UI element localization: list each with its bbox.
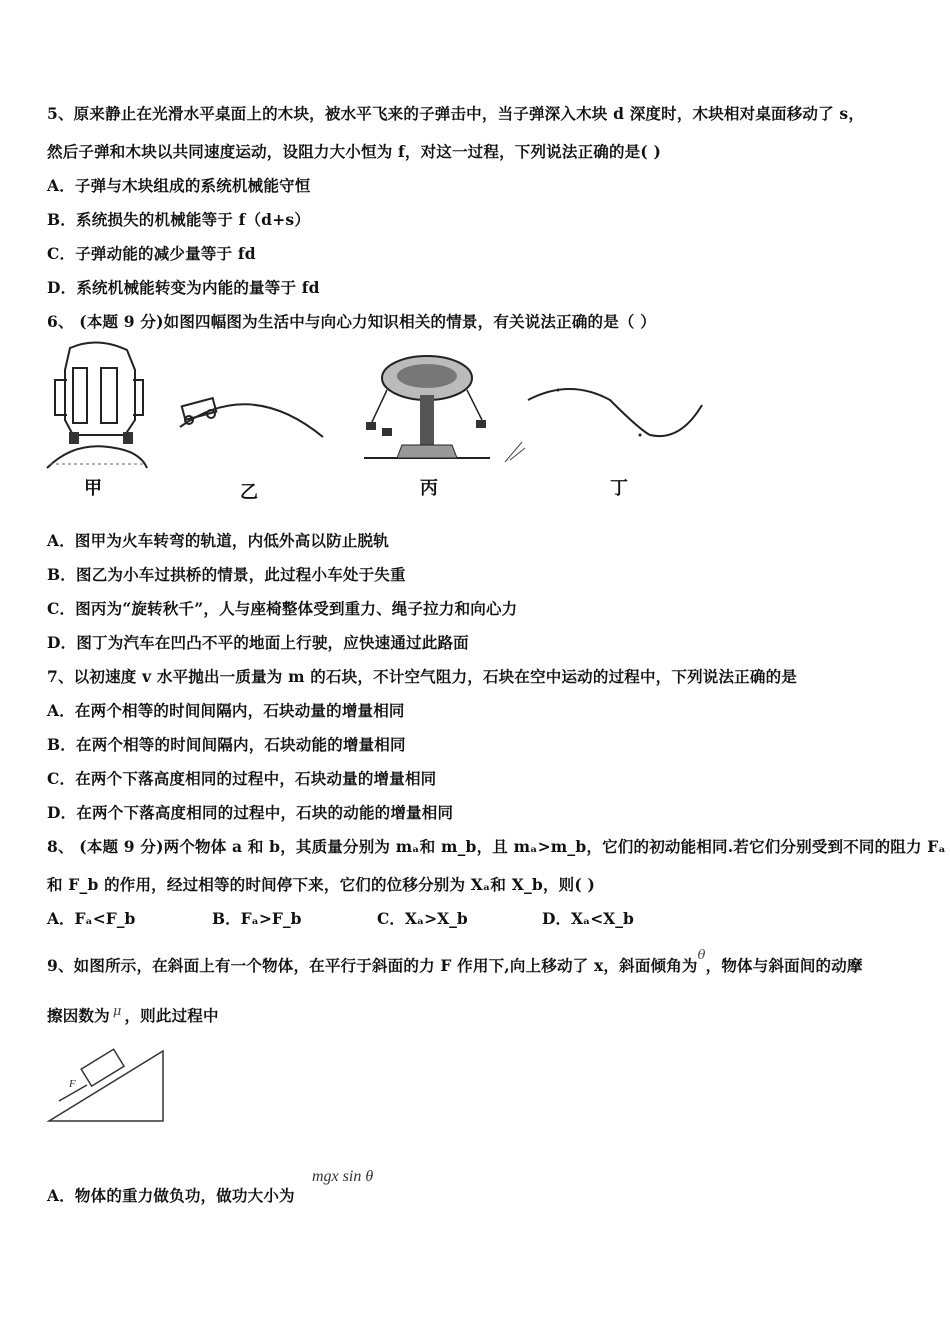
q5-option-c: C．子弹动能的减少量等于 fd bbox=[47, 244, 256, 263]
q9-option-a: A．物体的重力做负功，做功大小为 bbox=[47, 1186, 295, 1205]
q6-option-c: C．图丙为“旋转秋千”，人与座椅整体受到重力、绳子拉力和向心力 bbox=[47, 599, 518, 618]
figure-label-yi: 乙 bbox=[240, 482, 258, 503]
q8-options bbox=[47, 907, 687, 929]
q9-stem-text: 9、如图所示，在斜面上有一个物体，在平行于斜面的力 F 作用下,向上移动了 x，斜面倾角为 bbox=[47, 956, 698, 975]
q9-mu-symbol: μ bbox=[112, 1004, 122, 1019]
q6-option-a: A．图甲为火车转弯的轨道，内低外高以防止脱轨 bbox=[47, 531, 389, 550]
q8-stem-line1: 8、 (本题 9 分)两个物体 a 和 b，其质量分别为 mₐ和 m_b，且 mₐ>m_b，它们的初动能相同.若它们分别受到不同的阻力 Fₐ bbox=[47, 837, 946, 856]
figure-incline bbox=[45, 1045, 170, 1125]
q5-option-a: A．子弹与木块组成的系统机械能守恒 bbox=[47, 176, 311, 195]
figure-label-bing: 丙 bbox=[420, 478, 438, 499]
q9-stem-line2-text: 擦因数为 bbox=[47, 1006, 110, 1025]
q9-option-a-formula: mgx sin θ bbox=[312, 1168, 374, 1185]
q6-stem: 6、 (本题 9 分)如图四幅图为生活中与向心力知识相关的情景，有关说法正确的是（ ） bbox=[47, 312, 656, 331]
q7-stem: 7、以初速度 v 水平抛出一质量为 m 的石块，不计空气阻力，石块在空中运动的过程中，下列说法正确的是 bbox=[47, 667, 797, 686]
q8-option-b: B．Fₐ>F_b bbox=[212, 909, 302, 928]
q9-theta-symbol: θ bbox=[697, 948, 706, 963]
q5-stem-line1: 5、原来静止在光滑水平桌面上的木块，被水平飞来的子弹击中，当子弹深入木块 d 深度时，木块相对桌面移动了 s， bbox=[47, 104, 865, 123]
q7-option-b: B．在两个相等的时间间隔内，石块动能的增量相同 bbox=[47, 735, 406, 754]
q5-option-b: B．系统损失的机械能等于 f（d+s） bbox=[47, 210, 311, 229]
q9-stem-line2 bbox=[47, 1004, 219, 1026]
q6-option-b: B．图乙为小车过拱桥的情景，此过程小车处于失重 bbox=[47, 565, 406, 584]
figure-arch-bridge bbox=[175, 382, 325, 442]
q8-option-a: A．Fₐ<F_b bbox=[47, 909, 136, 928]
q9-stem-line2-tail: ，则此过程中 bbox=[124, 1006, 219, 1025]
figure-train-curve bbox=[45, 340, 150, 472]
q7-option-d: D．在两个下落高度相同的过程中，石块的动能的增量相同 bbox=[47, 803, 454, 822]
figure-bumpy-road bbox=[500, 380, 705, 465]
q8-option-c: C．Xₐ>X_b bbox=[377, 909, 468, 928]
figure-rotating-swing bbox=[362, 340, 492, 462]
q7-option-c: C．在两个下落高度相同的过程中，石块动量的增量相同 bbox=[47, 769, 437, 788]
figure-label-jia: 甲 bbox=[84, 478, 102, 499]
q9-stem-tail: ，物体与斜面间的动摩 bbox=[705, 956, 863, 975]
incline-force-label: F bbox=[69, 1078, 76, 1090]
q7-option-a: A．在两个相等的时间间隔内，石块动量的增量相同 bbox=[47, 701, 405, 720]
q9-stem-line1 bbox=[47, 948, 863, 976]
q5-option-d: D．系统机械能转变为内能的量等于 fd bbox=[47, 278, 320, 297]
q5-stem-line2: 然后子弹和木块以共同速度运动，设阻力大小恒为 f，对这一过程，下列说法正确的是( ) bbox=[47, 142, 662, 161]
q6-option-d: D．图丁为汽车在凹凸不平的地面上行驶，应快速通过此路面 bbox=[47, 633, 469, 652]
q8-stem-line2: 和 F_b 的作用，经过相等的时间停下来，它们的位移分别为 Xₐ和 X_b，则( ) bbox=[47, 875, 596, 894]
figure-label-ding: 丁 bbox=[610, 478, 628, 499]
q8-option-d: D．Xₐ<X_b bbox=[542, 909, 634, 928]
